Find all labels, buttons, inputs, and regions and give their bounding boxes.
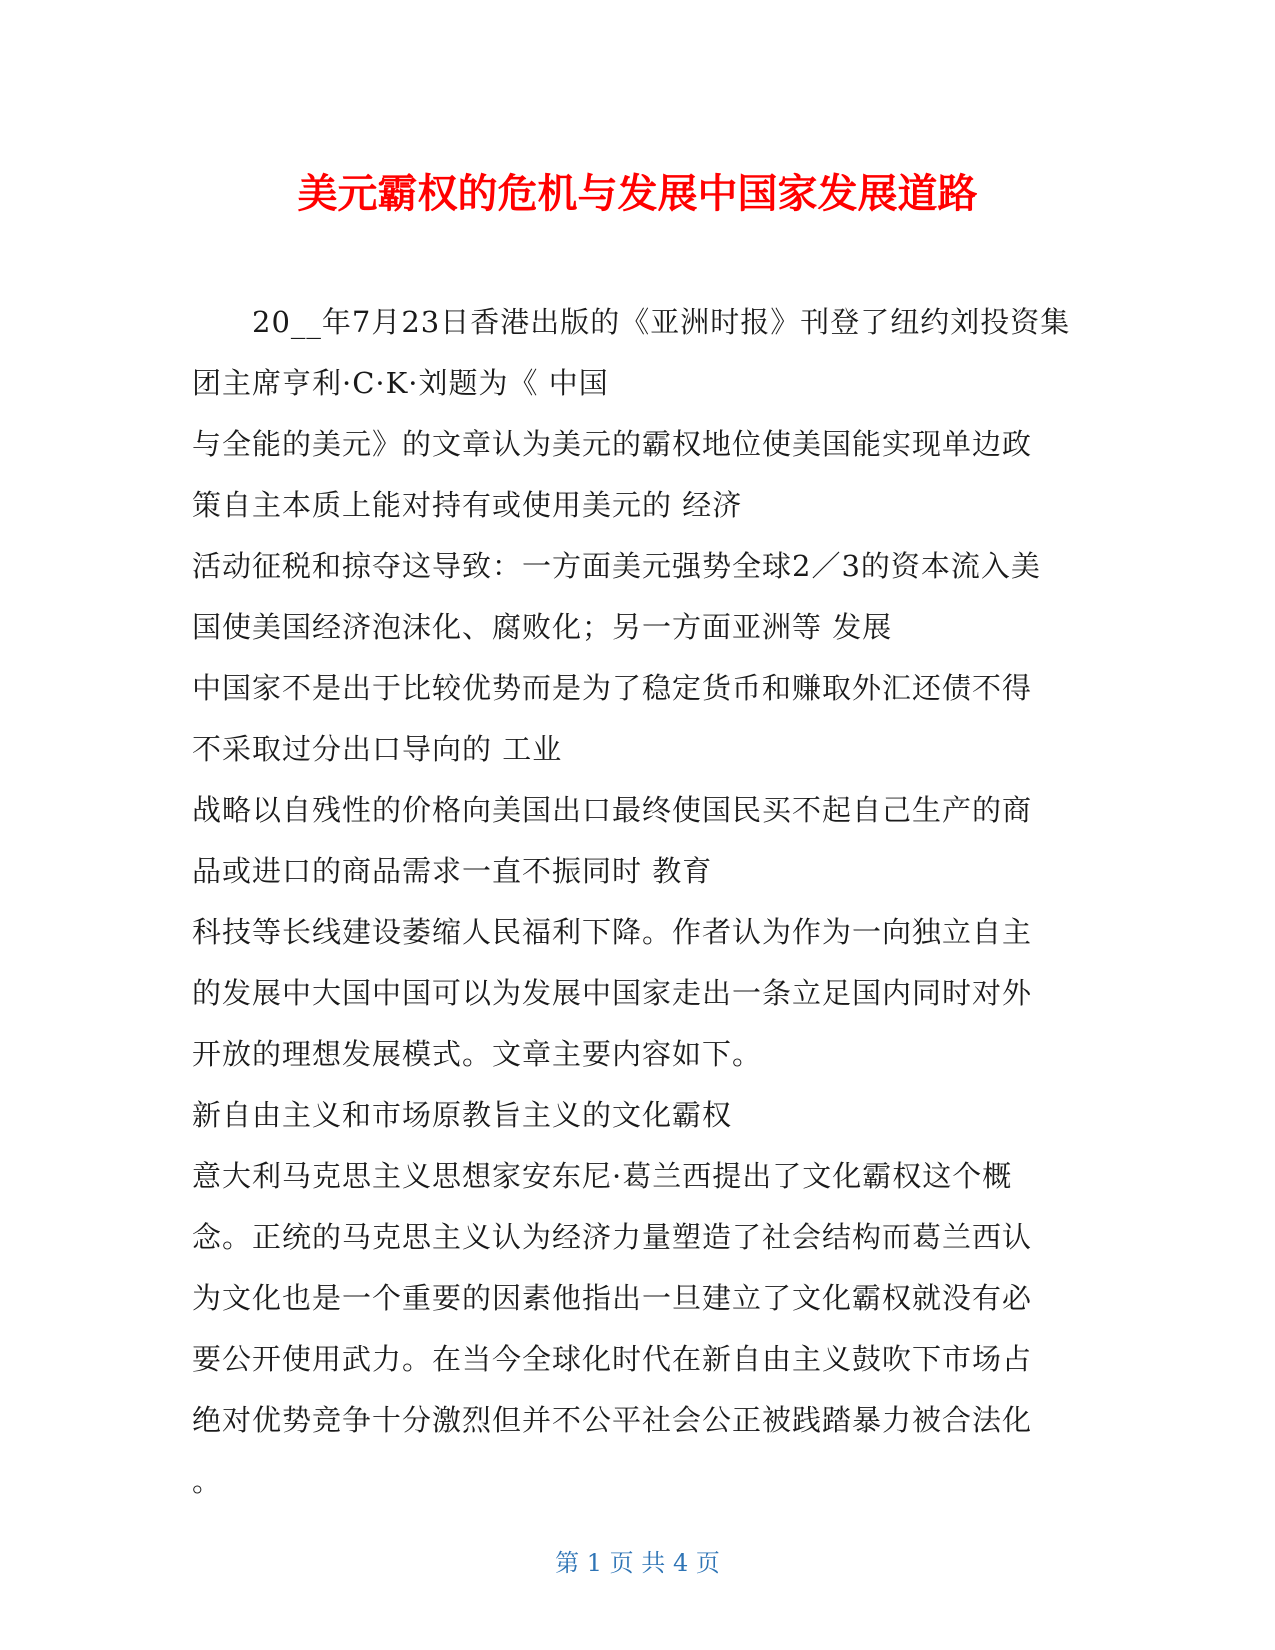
section-heading: 新自由主义和市场原教旨主义的文化霸权	[192, 1098, 733, 1132]
document-title: 美元霸权的危机与发展中国家发展道路	[297, 171, 978, 217]
body-line: 品或进口的商品需求一直不振同时 教育	[192, 854, 713, 888]
body-line: 为文化也是一个重要的因素他指出一旦建立了文化霸权就没有必	[192, 1281, 1033, 1315]
body-line: 战略以自残性的价格向美国出口最终使国民买不起自己生产的商	[192, 793, 1033, 827]
body-line: 绝对优势竞争十分激烈但并不公平社会公正被践踏暴力被合法化	[192, 1403, 1033, 1437]
body-line: 念。正统的马克思主义认为经济力量塑造了社会结构而葛兰西认	[192, 1220, 1033, 1254]
body-line: 活动征税和掠夺这导致：一方面美元强势全球2／3的资本流入美	[192, 549, 1041, 583]
body-line: 不采取过分出口导向的 工业	[192, 732, 563, 766]
body-line: 科技等长线建设萎缩人民福利下降。作者认为作为一向独立自主	[192, 915, 1033, 949]
body-line: 的发展中大国中国可以为发展中国家走出一条立足国内同时对外	[192, 976, 1033, 1010]
body-line: 要公开使用武力。在当今全球化时代在新自由主义鼓吹下市场占	[192, 1342, 1033, 1376]
document-body	[192, 300, 1092, 1520]
body-line: 中国家不是出于比较优势而是为了稳定货币和赚取外汇还债不得	[192, 671, 1033, 705]
body-line: 国使美国经济泡沫化、腐败化；另一方面亚洲等 发展	[192, 610, 893, 644]
body-line: 20__年7月23日香港出版的《亚洲时报》刊登了纽约刘投资集	[252, 305, 1071, 339]
body-line: 。	[192, 1464, 223, 1498]
body-line: 意大利马克思主义思想家安东尼·葛兰西提出了文化霸权这个概	[192, 1159, 1013, 1193]
body-line: 团主席亨利·C·K·刘题为《 中国	[192, 366, 609, 400]
page-number-footer: 第 1 页 共 4 页	[555, 1549, 720, 1577]
body-line: 与全能的美元》的文章认为美元的霸权地位使美国能实现单边政	[192, 427, 1033, 461]
body-line: 开放的理想发展模式。文章主要内容如下。	[192, 1037, 763, 1071]
body-line: 策自主本质上能对持有或使用美元的 经济	[192, 488, 743, 522]
